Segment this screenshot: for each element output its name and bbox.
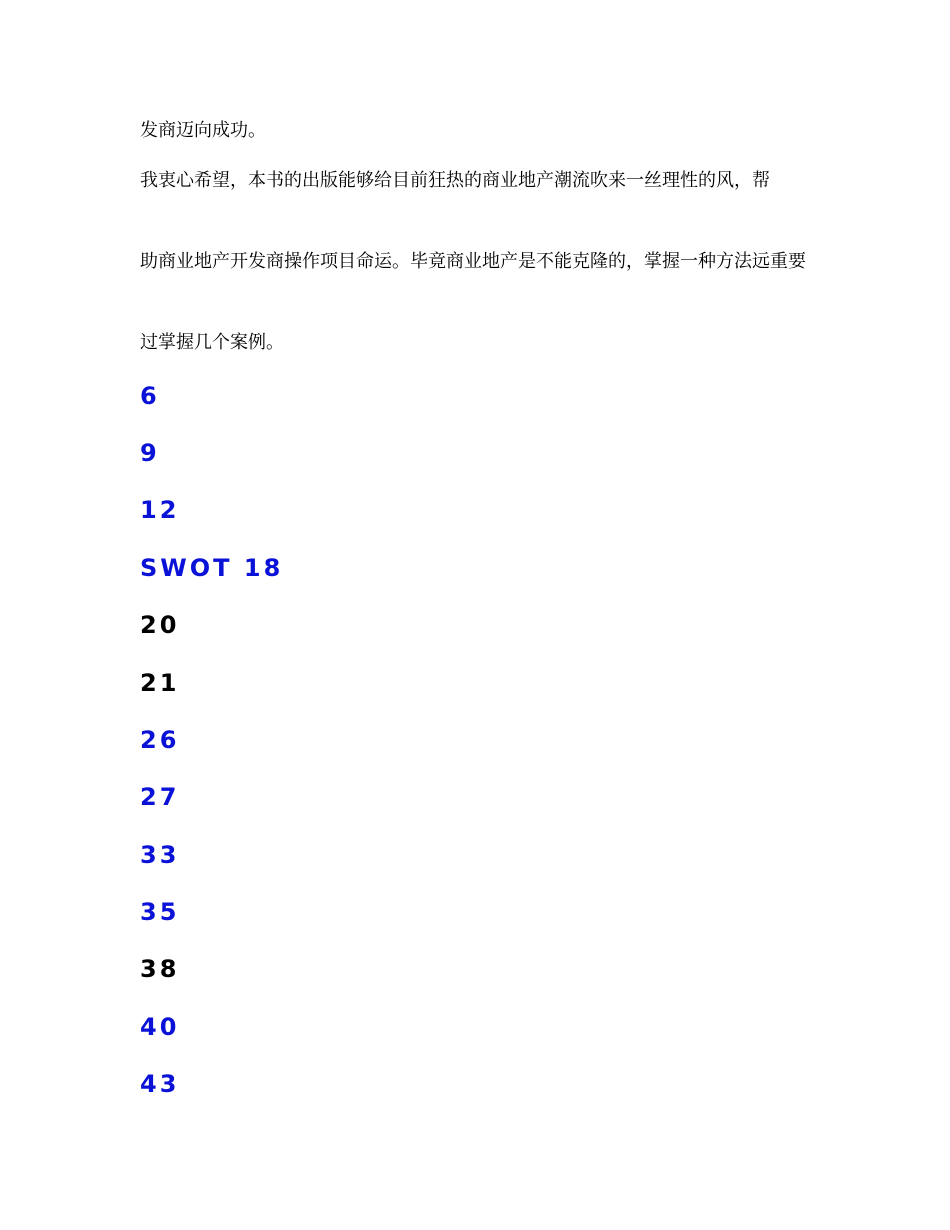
toc-link[interactable]: 9: [140, 439, 160, 467]
toc-link[interactable]: 35: [140, 898, 180, 926]
toc-entry: 38: [140, 955, 180, 983]
body-paragraph: 发商迈向成功。: [140, 120, 266, 141]
toc-link[interactable]: 6: [140, 382, 160, 410]
toc-link[interactable]: 43: [140, 1070, 180, 1098]
toc-entry: 20: [140, 611, 180, 639]
toc-link[interactable]: 27: [140, 783, 180, 811]
toc-link[interactable]: 26: [140, 726, 180, 754]
body-paragraph: 过掌握几个案例。: [140, 332, 284, 353]
toc-link[interactable]: 12: [140, 496, 180, 524]
toc-link[interactable]: 40: [140, 1013, 180, 1041]
toc-link[interactable]: 33: [140, 841, 180, 869]
body-paragraph: 我衷心希望，本书的出版能够给目前狂热的商业地产潮流吹来一丝理性的风，帮: [140, 170, 770, 191]
body-paragraph: 助商业地产开发商操作项目命运。毕竟商业地产是不能克隆的，掌握一种方法远重要: [140, 251, 806, 272]
toc-link[interactable]: SWOT 18: [140, 554, 284, 582]
toc-entry: 21: [140, 669, 180, 697]
